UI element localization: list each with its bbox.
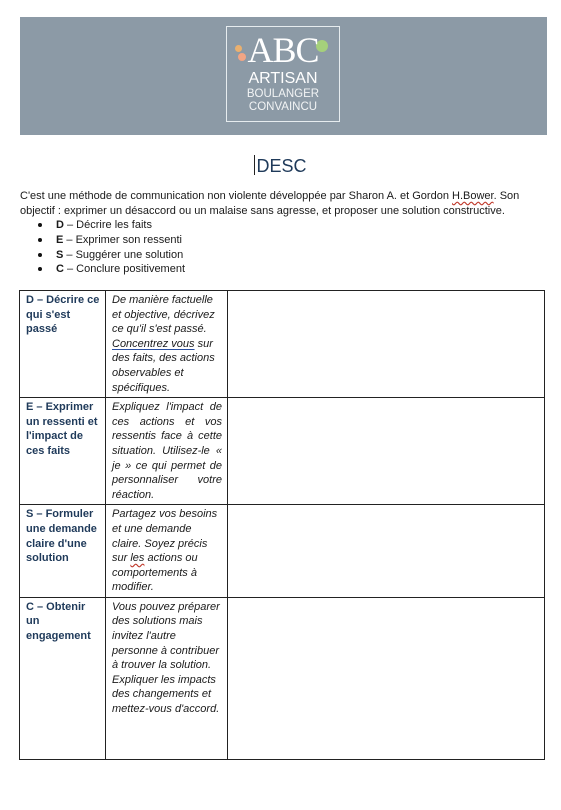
logo-letters: ABC xyxy=(247,30,319,70)
bullet-text: – Exprimer son ressenti xyxy=(63,233,182,246)
bullet-item[interactable] xyxy=(38,218,185,233)
desc-underlined: Concentrez vous xyxy=(112,337,195,350)
row-label-e[interactable]: E – Exprimer un ressenti et l'impact de ces faits xyxy=(20,398,106,505)
table-row xyxy=(20,291,545,398)
bullet-letter: D xyxy=(56,219,64,231)
desc-text: Partagez vos besoins et une demande claire. Soyez précis sur xyxy=(112,508,218,565)
bullet-item[interactable] xyxy=(38,248,185,263)
bullet-text: – Conclure positivement xyxy=(63,263,186,276)
intro-text-name: H.Bower xyxy=(452,190,494,202)
bullet-letter: S xyxy=(56,248,64,261)
table-row xyxy=(20,398,545,505)
desc-text: De manière factuelle et objective, décrivez ce qu'il s'est passé. xyxy=(112,294,215,336)
desc-table xyxy=(19,290,545,760)
table-row xyxy=(20,505,545,598)
row-answer-cell-c[interactable] xyxy=(228,597,545,759)
logo-line-boulanger: BOULANGER xyxy=(246,88,320,100)
document-title-text: DESC xyxy=(256,156,307,176)
header-banner xyxy=(20,17,547,135)
intro-paragraph[interactable] xyxy=(20,189,547,218)
row-label-s[interactable]: S – Formuler une demande claire d'une solution xyxy=(20,505,106,598)
abc-logo xyxy=(226,26,340,122)
desc-bullet-list xyxy=(38,218,185,277)
row-description-d[interactable] xyxy=(106,291,228,398)
desc-text: actions ou comportements à modifier. xyxy=(112,552,198,594)
row-description-s[interactable] xyxy=(106,505,228,598)
row-label-d[interactable]: D – Décrire ce qui s'est passé xyxy=(20,291,106,398)
bullet-letter: E xyxy=(56,233,64,246)
row-answer-cell-e[interactable] xyxy=(228,398,545,505)
intro-text-2: . Son objectif : exprimer un désaccord ou un malaise sans agresse, et proposer une solution constructive. xyxy=(20,190,520,217)
desc-text: sur des faits, des actions observables et spécifiques. xyxy=(112,337,215,394)
logo-line-convaincu: CONVAINCU xyxy=(248,101,318,113)
table-row xyxy=(20,597,545,759)
row-answer-cell-d[interactable] xyxy=(228,291,545,398)
row-description-c[interactable]: Vous pouvez préparer des solutions mais invitez l'autre personne à contribuer à trouver la solution. Expliquer les impacts des changements et mettez-vous d'accord. xyxy=(106,597,228,759)
bullet-text: – Décrire les faits xyxy=(63,219,152,231)
row-description-e[interactable]: Expliquez l'impact de ces actions et vos ressentis face à cette situation. Utilisez-le « je » ce qui permet de personnaliser votre réaction. xyxy=(106,398,228,505)
document-title[interactable] xyxy=(0,155,561,177)
row-answer-cell-s[interactable] xyxy=(228,505,545,598)
bullet-text: – Suggérer une solution xyxy=(63,248,184,261)
desc-underlined: les xyxy=(130,552,145,565)
bullet-item[interactable] xyxy=(38,262,185,277)
bullet-letter: C xyxy=(56,263,64,276)
bullet-item[interactable] xyxy=(38,233,185,248)
intro-text-1: C'est une méthode de communication non violente développée par Sharon A. et Gordon xyxy=(20,190,452,202)
logo-line-artisan: ARTISAN xyxy=(248,70,318,87)
row-label-c[interactable]: C – Obtenir un engagement xyxy=(20,597,106,759)
